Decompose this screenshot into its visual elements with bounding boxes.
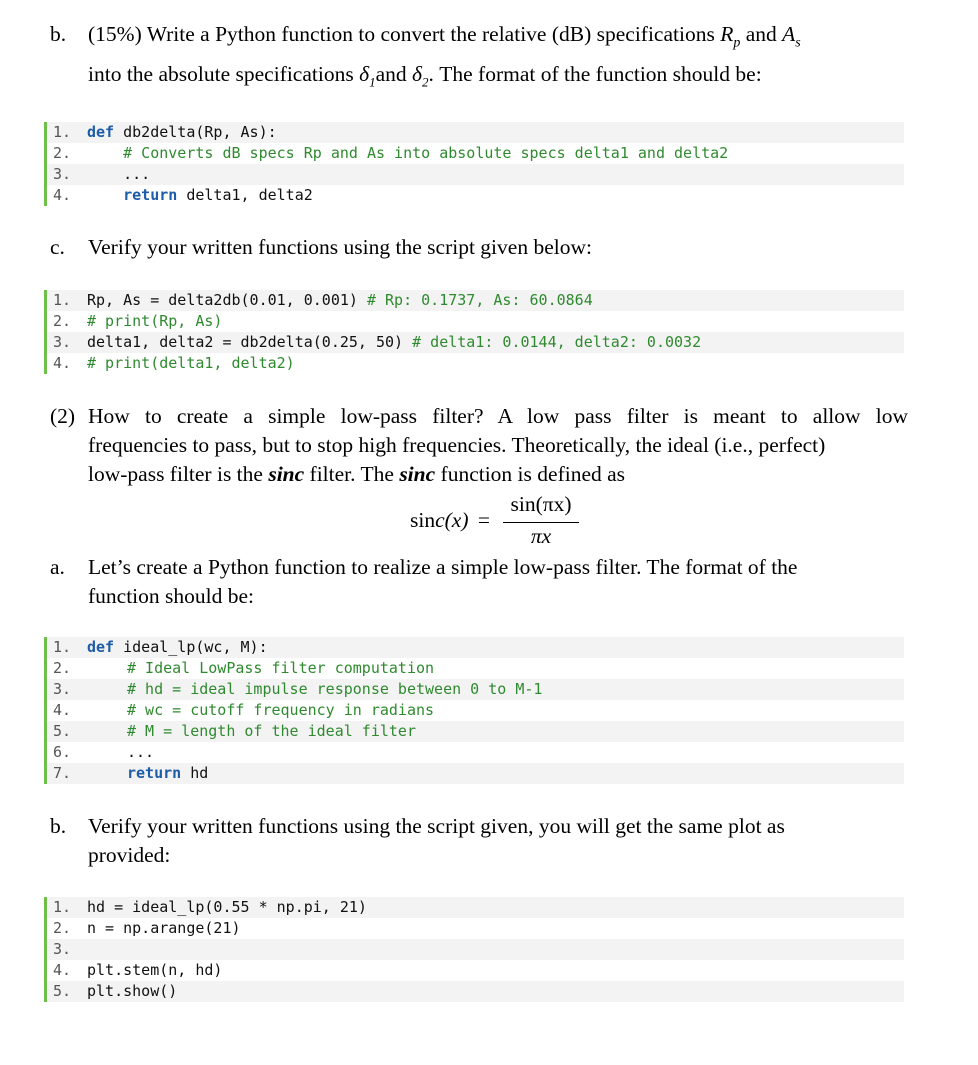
code-line: 7. return hd — [44, 763, 904, 784]
section-b1-line2: into the absolute specifications $\delta_1and$ $\delta_2$. The format of the function should be: — [88, 62, 762, 90]
section-b2-line1: Verify your written functions using the script given, you will get the same plot as — [88, 814, 785, 838]
delta1-symbol: $\delta_1$ — [359, 62, 376, 90]
delta2-symbol: $\delta_2$ — [412, 62, 429, 90]
sinc-formula-numerator: sin(πx) — [510, 492, 572, 516]
section-b1-line1 — [88, 20, 801, 57]
code-line: 1. def db2delta(Rp, As): — [44, 122, 904, 143]
section-b1-line1-text: (15%) Write a Python function to convert the relative (dB) specifications — [88, 22, 715, 46]
code-line: 3. # hd = ideal impulse response between 0 to M-1 — [44, 679, 904, 700]
section-b2-line2: provided: — [88, 843, 171, 867]
section-b1-marker: b. — [50, 22, 67, 46]
sinc-formula-denominator: πx — [530, 524, 552, 548]
as-symbol: $A_s$ — [782, 22, 801, 51]
code-line: 1. hd = ideal_lp(0.55 * np.pi, 21) — [44, 897, 904, 918]
code-line: 5. # M = length of the ideal filter — [44, 721, 904, 742]
code-line: 2. # Ideal LowPass filter computation — [44, 658, 904, 679]
sinc-emphasis: sinc — [268, 462, 305, 486]
section-b1-line2-post: . The format of the function should be: — [428, 62, 762, 86]
rp-symbol: $R_p$ — [720, 22, 741, 51]
section-a-marker: a. — [50, 555, 65, 579]
code-block-db2delta — [44, 122, 904, 206]
section-2-marker: (2) — [50, 404, 76, 428]
section-b2-marker: b. — [50, 814, 67, 838]
code-line: 1. Rp, As = delta2db(0.01, 0.001) # Rp: 0.1737, As: 60.0864 — [44, 290, 904, 311]
code-line: 1. def ideal_lp(wc, M): — [44, 637, 904, 658]
code-line: 2. # print(Rp, As) — [44, 311, 904, 332]
section-a-line1: Let’s create a Python function to realize a simple low-pass filter. The format of the — [88, 555, 798, 579]
section-c-marker: c. — [50, 235, 65, 259]
and-word: and — [745, 22, 777, 46]
code-line: 3. delta1, delta2 = db2delta(0.25, 50) # delta1: 0.0144, delta2: 0.0032 — [44, 332, 904, 353]
code-line: 5. plt.show() — [44, 981, 904, 1002]
section-2-line1: How to create a simple low-pass filter? A low pass filter is meant to allow low — [88, 404, 908, 428]
code-line: 3. — [44, 939, 904, 960]
sinc-emphasis: sinc — [399, 462, 436, 486]
code-line: 4. plt.stem(n, hd) — [44, 960, 904, 981]
code-block-ideal-lp — [44, 637, 904, 784]
section-a-line2: function should be: — [88, 584, 255, 608]
section-b1-line2-pre: into the absolute specifications — [88, 62, 354, 86]
code-block-verify-1 — [44, 290, 904, 374]
code-block-verify-2 — [44, 897, 904, 1002]
code-line: 6. ... — [44, 742, 904, 763]
sinc-formula-lhs: sinc(x) = — [410, 508, 491, 532]
section-2-line3: low-pass filter is the sinc filter. The sinc function is defined as — [88, 462, 626, 486]
code-line: 4. # print(delta1, delta2) — [44, 353, 904, 374]
section-c-text: Verify your written functions using the script given below: — [88, 235, 592, 259]
code-line: 4. # wc = cutoff frequency in radians — [44, 700, 904, 721]
code-line: 3. ... — [44, 164, 904, 185]
code-line: 2. # Converts dB specs Rp and As into absolute specs delta1 and delta2 — [44, 143, 904, 164]
section-2-line2: frequencies to pass, but to stop high frequencies. Theoretically, the ideal (i.e., perfect) — [88, 433, 826, 457]
code-line: 2. n = np.arange(21) — [44, 918, 904, 939]
code-line: 4. return delta1, delta2 — [44, 185, 904, 206]
